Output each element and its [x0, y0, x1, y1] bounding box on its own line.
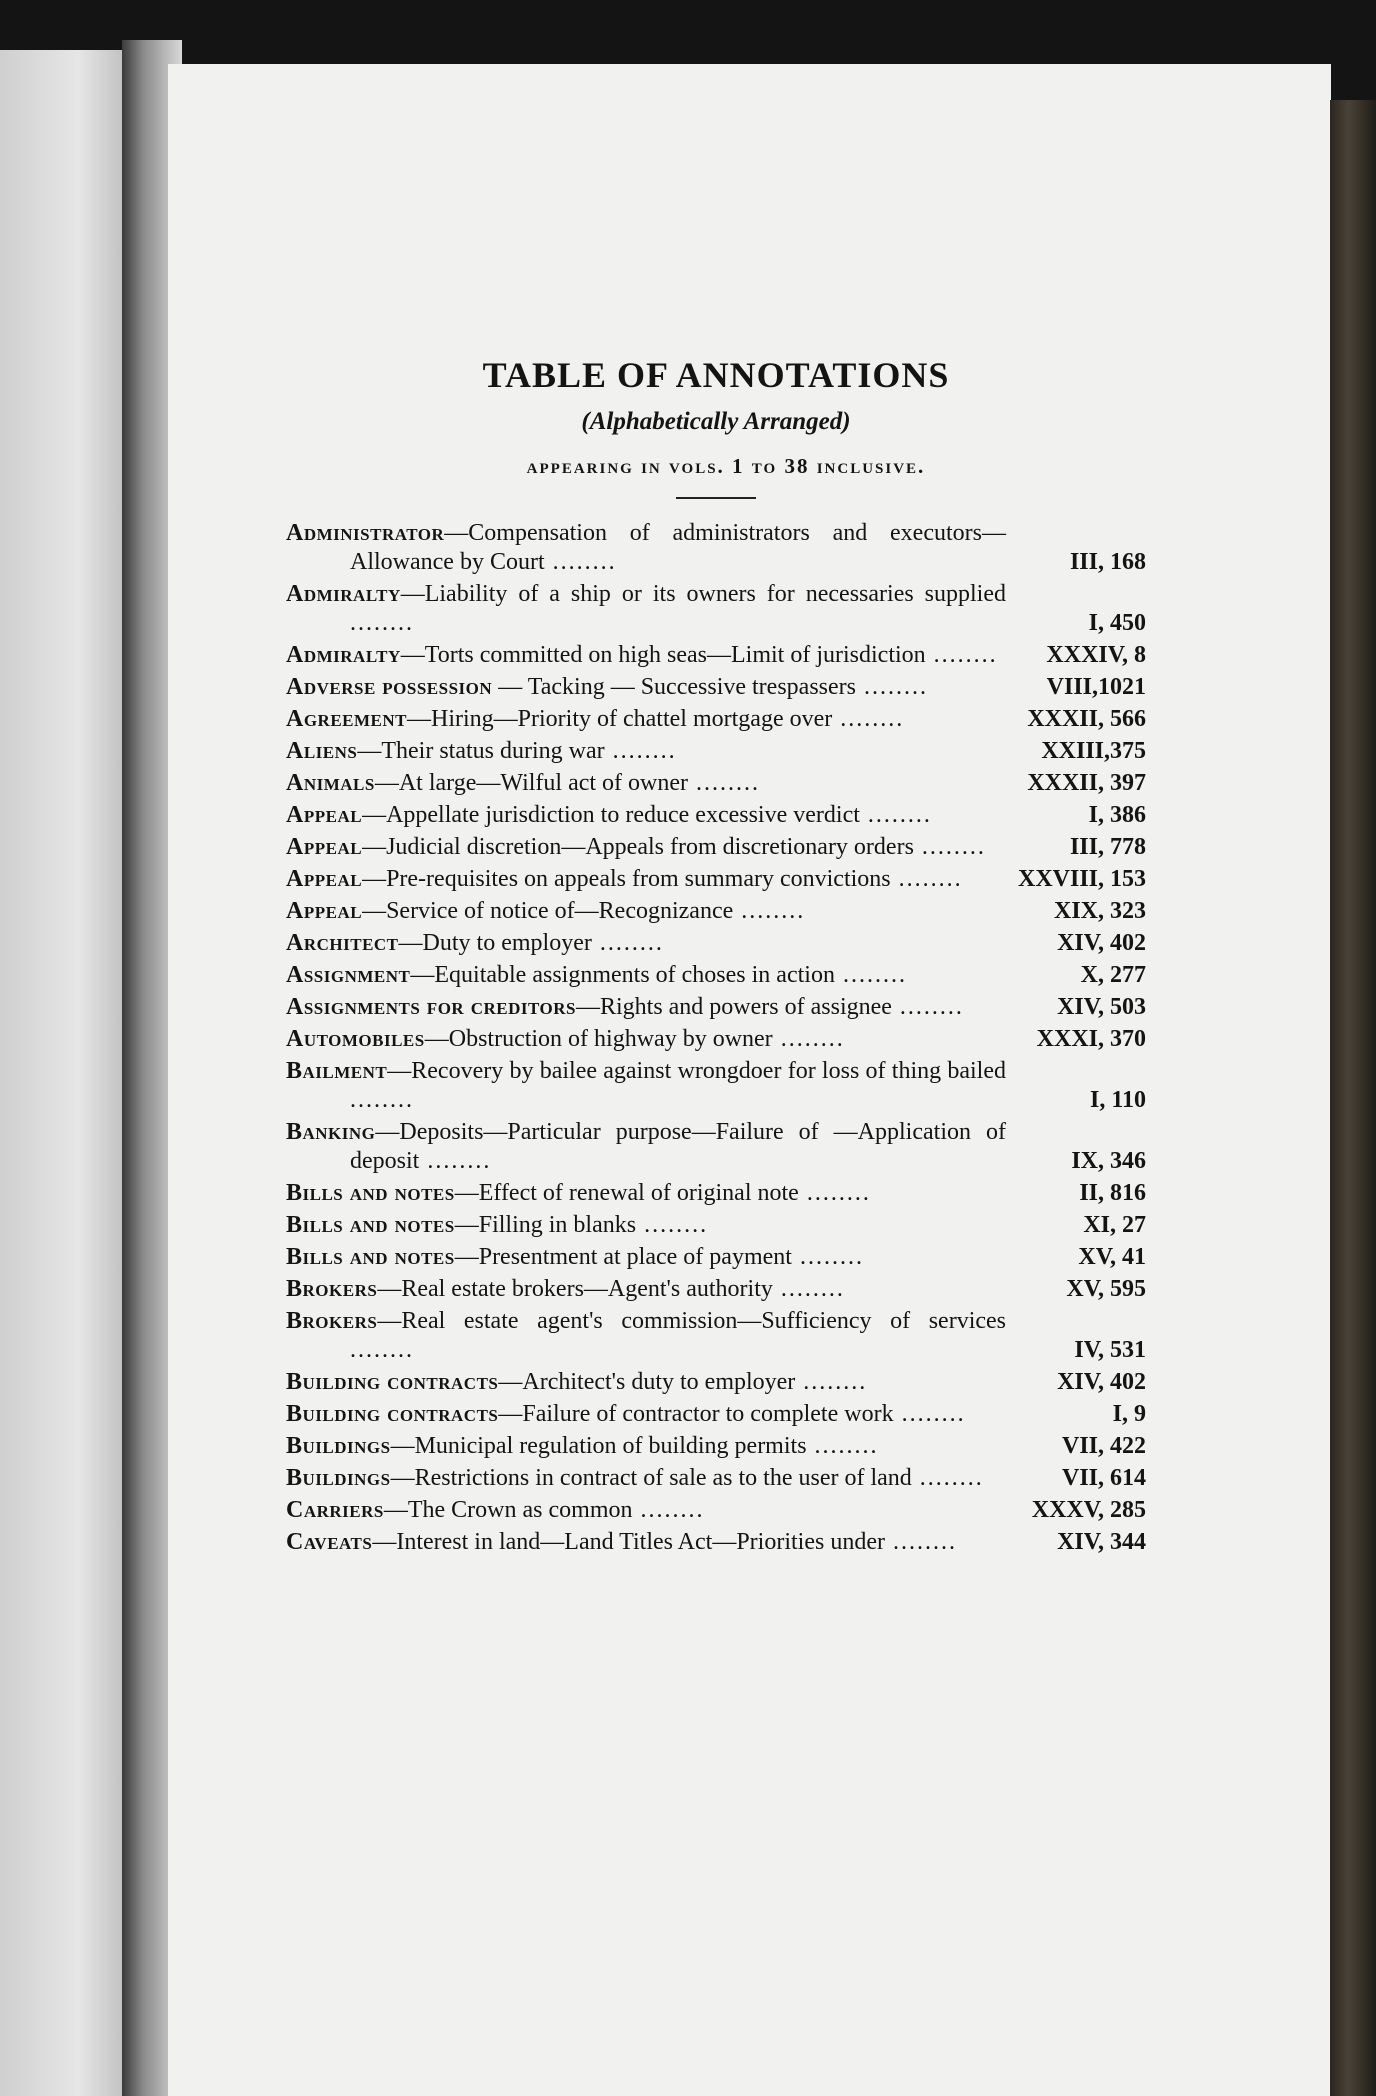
entry-description: —Equitable assignments of choses in action	[410, 962, 835, 988]
dot-leader: ........	[798, 1180, 871, 1206]
volume-page-ref: XXIII,375	[1041, 738, 1146, 764]
dot-leader: ........	[636, 1212, 709, 1238]
entry-description: —Service of notice of—Recognizance	[362, 898, 734, 924]
left-page-edge	[0, 50, 130, 2096]
volume-page-ref: VII, 614	[1061, 1465, 1146, 1491]
entry-subject: Caveats	[286, 1529, 373, 1555]
entry-subject: Automobiles	[286, 1026, 425, 1052]
dot-leader: ........	[795, 1369, 868, 1395]
volume-page-ref: III, 168	[1069, 549, 1146, 575]
volume-page-ref: XXXIV, 8	[1046, 642, 1146, 668]
entry-description: —Interest in land—Land Titles Act—Priorities under	[372, 1529, 885, 1555]
annotation-entry	[286, 961, 1146, 990]
dot-leader: ........	[350, 1337, 414, 1363]
annotation-entry	[286, 1243, 1146, 1272]
entry-description: —Restrictions in contract of sale as to the user of land	[390, 1465, 912, 1491]
book-cover-edge	[1330, 100, 1376, 2096]
dot-leader: ........	[350, 610, 414, 636]
volume-page-ref: XI, 27	[1083, 1212, 1146, 1238]
volume-page-ref: X, 277	[1080, 962, 1146, 988]
annotation-entry	[286, 769, 1146, 798]
volume-page-ref: XV, 41	[1078, 1244, 1146, 1270]
page-title: TABLE OF ANNOTATIONS	[482, 355, 950, 395]
annotation-entry	[286, 519, 1146, 577]
entry-subject: Buildings	[286, 1433, 391, 1459]
annotation-entry	[286, 1368, 1146, 1397]
annotation-entry	[286, 865, 1146, 894]
dot-leader: ........	[604, 738, 677, 764]
dot-leader: ........	[855, 674, 928, 700]
entry-description: —Rights and powers of assignee	[575, 994, 892, 1020]
annotation-entry	[286, 1307, 1146, 1365]
entry-subject: Admiralty	[286, 642, 401, 668]
volume-page-ref: XIV, 402	[1057, 930, 1146, 956]
annotation-entry	[286, 801, 1146, 830]
volume-page-ref: I, 450	[1088, 610, 1146, 636]
annotation-entry	[286, 705, 1146, 734]
divider-rule	[676, 497, 756, 499]
entry-description: —Real estate brokers—Agent's authority	[377, 1276, 773, 1302]
dot-leader: ........	[806, 1433, 879, 1459]
volume-page-ref: IX, 346	[1071, 1148, 1146, 1174]
entry-subject: Admiralty	[286, 581, 401, 607]
volume-page-ref: XXXV, 285	[1031, 1497, 1146, 1523]
page-content	[286, 355, 1146, 1560]
entry-description: —Liability of a ship or its owners for necessaries supplied	[400, 581, 1006, 607]
entry-subject: Bills and notes	[286, 1244, 455, 1270]
entry-subject: Appeal	[286, 866, 363, 892]
volume-page-ref: VIII,1021	[1046, 674, 1146, 700]
entry-subject: Adverse possession	[286, 674, 493, 700]
volume-page-ref: VII, 422	[1061, 1433, 1146, 1459]
volume-scope: appearing in vols. 1 to 38 inclusive.	[526, 454, 926, 478]
entry-subject: Animals	[286, 770, 375, 796]
dot-leader: ........	[591, 930, 664, 956]
volume-page-ref: XXXII, 397	[1027, 770, 1146, 796]
entry-description: —Their status during war	[357, 738, 605, 764]
dot-leader: ........	[893, 1401, 966, 1427]
entry-description: —Hiring—Priority of chattel mortgage over	[407, 706, 833, 732]
entry-subject: Banking	[286, 1119, 376, 1145]
entry-description: —Judicial discretion—Appeals from discretionary orders	[362, 834, 914, 860]
annotation-entry	[286, 1496, 1146, 1525]
dot-leader: ........	[913, 834, 986, 860]
entry-subject: Brokers	[286, 1308, 378, 1334]
entry-description: —The Crown as common	[383, 1497, 633, 1523]
entry-description: —At large—Wilful act of owner	[374, 770, 689, 796]
volume-page-ref: XXXI, 370	[1036, 1026, 1146, 1052]
entry-description: —Architect's duty to employer	[498, 1369, 796, 1395]
entry-subject: Bills and notes	[286, 1180, 455, 1206]
dot-leader: ........	[544, 549, 617, 575]
annotation-entry	[286, 1464, 1146, 1493]
annotation-entry	[286, 580, 1146, 638]
dot-leader: ........	[772, 1026, 845, 1052]
annotation-entry	[286, 673, 1146, 702]
dot-leader: ........	[890, 866, 963, 892]
entry-subject: Bills and notes	[286, 1212, 455, 1238]
volume-page-ref: XIV, 344	[1057, 1529, 1146, 1555]
annotation-entry	[286, 1025, 1146, 1054]
entry-subject: Aliens	[286, 738, 358, 764]
page-subtitle: (Alphabetically Arranged)	[581, 408, 851, 435]
volume-page-ref: I, 110	[1089, 1087, 1146, 1113]
volume-page-ref: XIV, 503	[1057, 994, 1146, 1020]
entry-subject: Assignment	[286, 962, 411, 988]
volume-page-ref: XIX, 323	[1053, 898, 1146, 924]
volume-page-ref: I, 386	[1088, 802, 1146, 828]
annotation-entry	[286, 1179, 1146, 1208]
entry-description: —Obstruction of highway by owner	[424, 1026, 773, 1052]
entry-subject: Appeal	[286, 802, 363, 828]
annotation-entry	[286, 1528, 1146, 1557]
annotation-entry	[286, 993, 1146, 1022]
annotation-entry	[286, 641, 1146, 670]
entry-description: —Compensation of administrators and executors—Allowance by Court	[350, 520, 1006, 575]
entry-subject: Administrator	[286, 520, 445, 546]
entry-subject: Appeal	[286, 834, 363, 860]
dot-leader: ........	[772, 1276, 845, 1302]
entry-description: —Appellate jurisdiction to reduce excessive verdict	[362, 802, 860, 828]
entry-subject: Buildings	[286, 1465, 391, 1491]
dot-leader: ........	[859, 802, 932, 828]
annotation-entry	[286, 737, 1146, 766]
entry-description: —Failure of contractor to complete work	[498, 1401, 894, 1427]
entry-subject: Agreement	[286, 706, 408, 732]
entry-description: —Real estate agent's commission—Sufficiency of services	[377, 1308, 1006, 1334]
annotation-entry	[286, 897, 1146, 926]
volume-page-ref: I, 9	[1112, 1401, 1146, 1427]
entry-description: —Deposits—Particular purpose—Failure of —Application of deposit	[350, 1119, 1006, 1174]
annotation-entry	[286, 1432, 1146, 1461]
volume-page-ref: XXXII, 566	[1027, 706, 1146, 732]
annotation-entry	[286, 1400, 1146, 1429]
dot-leader: ........	[419, 1148, 492, 1174]
entry-description: — Tacking — Successive trespassers	[492, 674, 856, 700]
entry-description: —Torts committed on high seas—Limit of jurisdiction	[400, 642, 926, 668]
entry-subject: Assignments for creditors	[286, 994, 576, 1020]
annotation-entry	[286, 1211, 1146, 1240]
entry-subject: Architect	[286, 930, 399, 956]
dot-leader: ........	[884, 1529, 957, 1555]
volume-page-ref: III, 778	[1069, 834, 1146, 860]
dot-leader: ........	[791, 1244, 864, 1270]
dot-leader: ........	[834, 962, 907, 988]
entry-subject: Brokers	[286, 1276, 378, 1302]
dot-leader: ........	[688, 770, 761, 796]
dot-leader: ........	[832, 706, 905, 732]
entry-description: —Pre-requisites on appeals from summary convictions	[362, 866, 891, 892]
annotation-list	[286, 519, 1146, 1557]
entry-description: —Municipal regulation of building permits	[390, 1433, 807, 1459]
entry-description: —Presentment at place of payment	[454, 1244, 792, 1270]
dot-leader: ........	[733, 898, 806, 924]
entry-subject: Building contracts	[286, 1369, 499, 1395]
dot-leader: ........	[925, 642, 998, 668]
dot-leader: ........	[891, 994, 964, 1020]
entry-description: —Recovery by bailee against wrongdoer for loss of thing bailed	[387, 1058, 1006, 1084]
dot-leader: ........	[350, 1087, 414, 1113]
annotation-entry	[286, 1057, 1146, 1115]
volume-page-ref: XIV, 402	[1057, 1369, 1146, 1395]
dot-leader: ........	[632, 1497, 705, 1523]
annotation-entry	[286, 929, 1146, 958]
volume-page-ref: IV, 531	[1074, 1337, 1146, 1363]
annotation-entry	[286, 833, 1146, 862]
entry-description: —Filling in blanks	[454, 1212, 637, 1238]
entry-subject: Carriers	[286, 1497, 384, 1523]
annotation-entry	[286, 1275, 1146, 1304]
entry-subject: Building contracts	[286, 1401, 499, 1427]
annotation-entry	[286, 1118, 1146, 1176]
entry-subject: Appeal	[286, 898, 363, 924]
volume-page-ref: XV, 595	[1066, 1276, 1146, 1302]
entry-description: —Effect of renewal of original note	[454, 1180, 799, 1206]
volume-page-ref: XXVIII, 153	[1017, 866, 1146, 892]
entry-subject: Bailment	[286, 1058, 388, 1084]
volume-page-ref: II, 816	[1079, 1180, 1146, 1206]
dot-leader: ........	[911, 1465, 984, 1491]
entry-description: —Duty to employer	[398, 930, 592, 956]
